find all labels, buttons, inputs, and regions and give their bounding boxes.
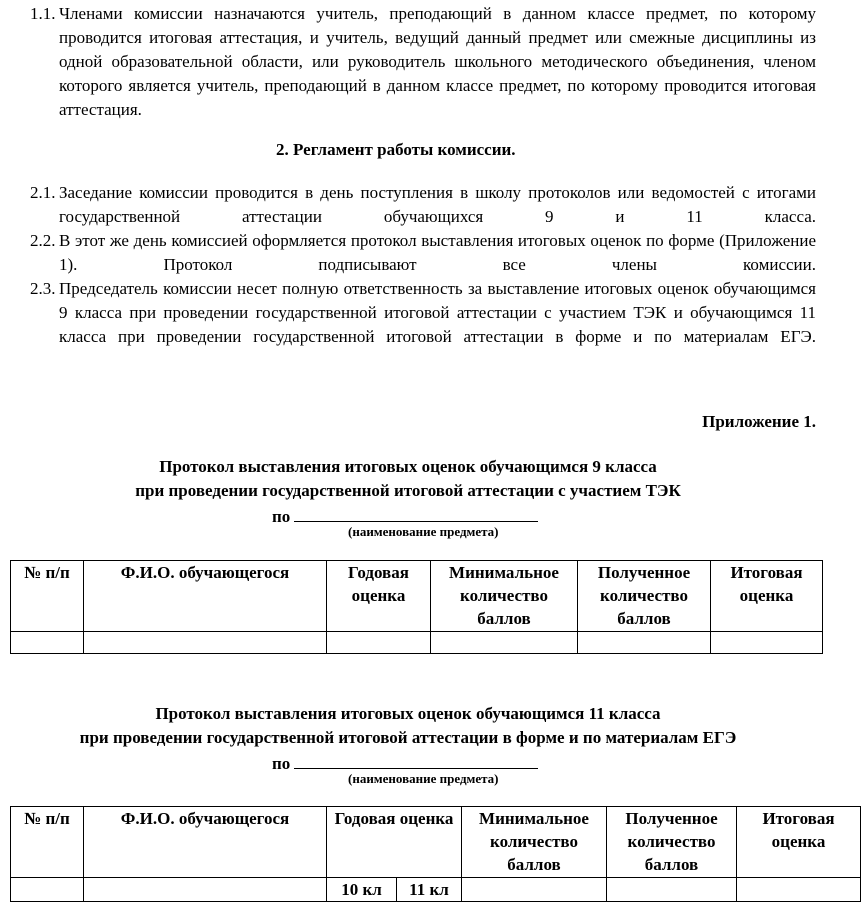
paragraph-number: 1.1. (30, 4, 56, 23)
header-annual-grade: Годовая оценка (327, 561, 431, 632)
paragraph-text: Членами комиссии назначаются учитель, преподающий в данном классе предмет, по которому проводится итоговая аттестация, и учитель, ведущий данный предмет или смежные дисциплины из одной образовательной области, или руководитель школьного методического объединения, членом которого является учитель, преподающий в данном классе предмет, по которому проводится итоговая аттестация. (59, 4, 816, 119)
header-final-grade: Итоговая оценка (737, 807, 861, 878)
table-row (11, 632, 823, 654)
header-final-grade: Итоговая оценка (711, 561, 823, 632)
table-cell[interactable] (84, 878, 327, 902)
table-cell[interactable] (607, 878, 737, 902)
header-min-score: Минимальное количество баллов (431, 561, 578, 632)
subheader-11-class: 11 кл (397, 878, 462, 902)
table-cell[interactable] (84, 632, 327, 654)
paragraph-text: В этот же день комиссией оформляется протокол выставления итоговых оценок по форме (Приложение 1). Протокол подписывают все члены комиссии. (59, 231, 816, 274)
table-header-row (11, 807, 861, 878)
protocol9-title-line2: при проведении государственной итоговой аттестации с участием ТЭК (135, 481, 681, 500)
table-cell[interactable] (711, 632, 823, 654)
po-label: по (272, 507, 291, 526)
header-number: № п/п (11, 807, 84, 878)
header-fio: Ф.И.О. обучающегося (84, 807, 327, 878)
protocol11-table (10, 806, 861, 902)
paragraph-2-3 (30, 277, 816, 373)
protocol9-caption: (наименование предмета) (348, 524, 499, 539)
table-cell[interactable] (327, 632, 431, 654)
header-min-score: Минимальное количество баллов (462, 807, 607, 878)
protocol9-title-line1: Протокол выставления итоговых оценок обучающимся 9 класса (159, 457, 657, 476)
section-title: 2. Регламент работы комиссии. (276, 140, 516, 159)
protocol11-table-wrap (0, 806, 835, 924)
table-cell[interactable] (737, 878, 861, 902)
subheader-10-class: 10 кл (327, 878, 397, 902)
table-cell[interactable] (431, 632, 578, 654)
paragraph-text: Председатель комиссии несет полную ответственность за выставление итоговых оценок обучающимся 9 класса при проведении государственной итоговой аттестации с участием ТЭК и обучающимся 11 класса при проведении государственной итоговой аттестации в форме и по материалам ЕГЭ. (59, 279, 816, 346)
header-annual-grade: Годовая оценка (327, 807, 462, 878)
paragraph-text: Заседание комиссии проводится в день поступления в школу протоколов или ведомостей с итогами государственной аттестации обучающихся 9 и 11 класса. (59, 183, 816, 226)
header-fio: Ф.И.О. обучающегося (84, 561, 327, 632)
paragraph-number: 2.2. (30, 231, 56, 250)
protocol11-caption: (наименование предмета) (348, 771, 499, 786)
protocol11-title-line2: при проведении государственной итоговой аттестации в форме и по материалам ЕГЭ (79, 728, 737, 747)
paragraph-number: 2.3. (30, 279, 56, 298)
appendix-label: Приложение 1. (702, 412, 816, 431)
table-header-row (11, 561, 823, 632)
protocol9-table (10, 560, 823, 654)
paragraph-number: 2.1. (30, 183, 56, 202)
paragraph-1-1 (30, 2, 816, 146)
table-cell[interactable] (578, 632, 711, 654)
header-received-score: Полученное количество баллов (607, 807, 737, 878)
header-received-score: Полученное количество баллов (578, 561, 711, 632)
subject-blank-line (294, 750, 538, 769)
table-cell[interactable] (11, 878, 84, 902)
table-subheader-row (11, 878, 861, 902)
table-cell[interactable] (462, 878, 607, 902)
subject-blank-line (294, 503, 538, 522)
table-cell[interactable] (11, 632, 84, 654)
protocol9-table-wrap (0, 560, 816, 656)
header-number: № п/п (11, 561, 84, 632)
protocol11-title-line1: Протокол выставления итоговых оценок обучающимся 11 класса (155, 704, 661, 723)
po-label: по (272, 754, 291, 773)
